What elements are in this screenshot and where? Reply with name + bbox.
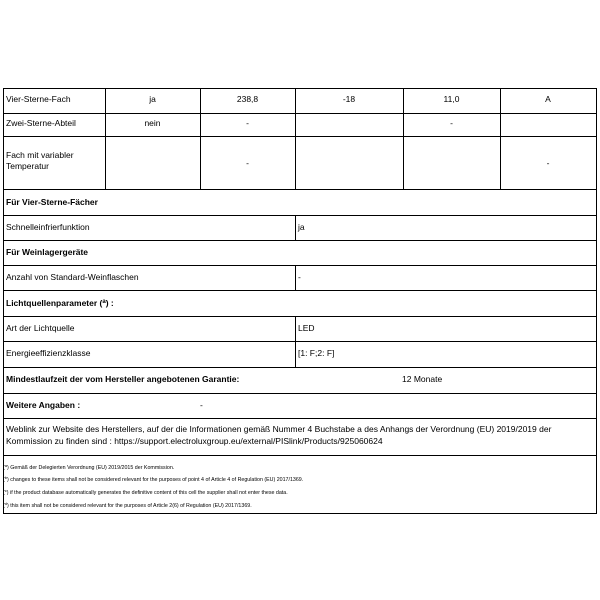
footnote-marker: c xyxy=(4,488,7,493)
section-heading: Für Vier-Sterne-Fächer xyxy=(6,197,98,207)
table-cell: - xyxy=(246,158,249,168)
footnote-text: if the product database automatically generates the definitive content of this cell the supplier shall not enter these data. xyxy=(10,490,288,496)
footnote-marker: a xyxy=(102,299,106,305)
further-info-value: - xyxy=(200,400,203,410)
row-divider xyxy=(3,113,597,114)
footnote-marker: b xyxy=(4,475,7,480)
row-divider xyxy=(3,341,597,342)
row-divider xyxy=(3,393,597,394)
footnote: ($^c$) if the product database automatically generates the definitive content of this cell the supplier shall not enter these data. xyxy=(3,488,288,496)
row-divider xyxy=(3,215,597,216)
row-label: Anzahl von Standard-Weinflaschen xyxy=(6,272,139,282)
footnote-marker: a xyxy=(4,463,7,468)
column-divider xyxy=(295,316,296,367)
table-cell: ja xyxy=(298,222,305,232)
table-cell: nein xyxy=(144,118,161,128)
footnote: ($^a$) Gemäß der Delegierten Verordnung (EU) 2019/2015 der Kommission. xyxy=(3,463,175,471)
table-cell: 238,8 xyxy=(236,94,259,104)
table-left-border xyxy=(3,88,4,513)
warranty-value: 12 Monate xyxy=(402,374,443,384)
row-label: Vier-Sterne-Fach xyxy=(6,94,71,104)
table-cell: [1: F;2: F] xyxy=(298,348,335,358)
warranty-label: Mindestlaufzeit der vom Hersteller angebotenen Garantie: xyxy=(6,374,240,384)
footnote-text: Gemäß der Delegierten Verordnung (EU) 2019/2015 der Kommission. xyxy=(10,465,175,471)
row-label: Zwei-Sterne-Abteil xyxy=(6,118,76,128)
table-cell: LED xyxy=(298,323,315,333)
table-right-border xyxy=(596,88,597,513)
row-divider xyxy=(3,418,597,419)
section-heading xyxy=(6,297,114,309)
table-cell: - xyxy=(450,118,453,128)
table-cell: A xyxy=(545,94,551,104)
footnote-marker: d xyxy=(4,501,7,506)
footnote: ($^d$) this item shall not be considered relevant for the purposes of Article 2(6) of Regulation (EU) 2017/1369. xyxy=(3,501,252,509)
footnote-text: this item shall not be considered relevant for the purposes of Article 2(6) of Regulation (EU) 2017/1369. xyxy=(10,503,252,509)
column-divider xyxy=(295,215,296,240)
row-label: Fach mit variabler Temperatur xyxy=(6,150,74,171)
table-top-border xyxy=(3,88,597,89)
row-divider xyxy=(3,189,597,190)
table-cell: - xyxy=(546,158,550,168)
table-bottom-border xyxy=(3,513,597,514)
heading-text: Lichtquellenparameter ( xyxy=(6,298,103,308)
footnote: ($^b$) changes to these items shall not be considered relevant for the purposes of point 4 of Article 4 of Regulation (EU) 2017/1369. xyxy=(3,475,304,483)
table-cell: - xyxy=(246,118,249,128)
footnote-text: changes to these items shall not be considered relevant for the purposes of point 4 of Article 4 of Regulation (EU) 2017/1369. xyxy=(10,477,304,483)
table-cell: ja xyxy=(149,94,156,104)
row-divider xyxy=(3,290,597,291)
row-divider xyxy=(3,316,597,317)
row-divider xyxy=(3,265,597,266)
weblink-text: Weblink zur Website des Herstellers, auf der die Informationen gemäß Nummer 4 Buchstabe a des Anhangs der Verordnung (EU) 2019/2019 der Kommission zu finden sind : https://support.electroluxgroup.eu/external/PISlink/Products/925060624 xyxy=(6,424,552,446)
row-divider xyxy=(3,455,597,456)
table-cell: -18 xyxy=(342,94,356,104)
further-info-label: Weitere Angaben : xyxy=(6,400,81,410)
table-cell: 11,0 xyxy=(443,94,460,104)
row-label: Schnelleinfrierfunktion xyxy=(6,222,90,232)
row-label: Art der Lichtquelle xyxy=(6,323,75,333)
row-divider xyxy=(3,240,597,241)
column-divider xyxy=(295,265,296,290)
heading-text-end: ) : xyxy=(105,298,114,308)
row-divider xyxy=(3,367,597,368)
row-divider xyxy=(3,136,597,137)
row-label: Energieeffizienzklasse xyxy=(6,348,91,358)
table-cell: - xyxy=(298,272,301,282)
section-heading: Für Weinlagergeräte xyxy=(6,247,89,257)
